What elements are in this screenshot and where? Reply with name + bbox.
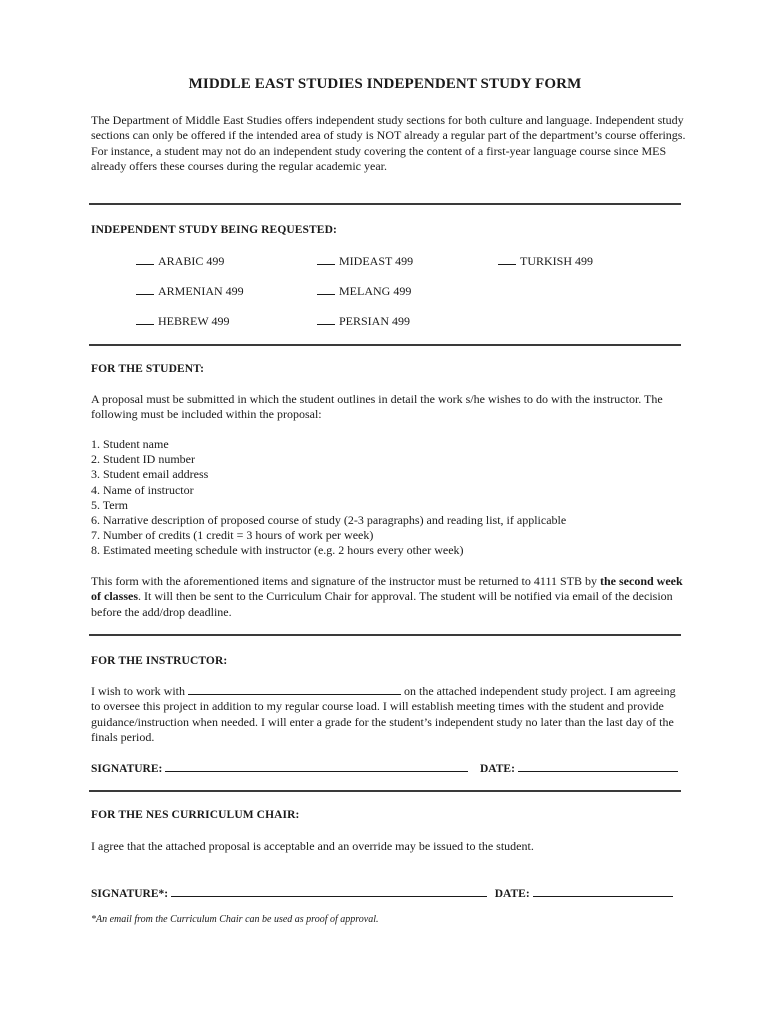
chair-date-field[interactable] — [533, 885, 673, 897]
intro-paragraph: The Department of Middle East Studies offers independent study sections for both culture and language. Independent study sections can only be offered if the intended area of study is NOT already a regular part of the department’s course offerings. For instance, a student may not do an independent study covering the content of a first-year language course since MES already offers these courses during the regular academic year. — [91, 113, 686, 174]
list-item: 5. Term — [91, 497, 128, 512]
option-armenian[interactable]: ARMENIAN 499 — [136, 283, 244, 299]
list-item: 2. Student ID number — [91, 452, 195, 467]
date-label: DATE: — [494, 888, 530, 900]
chair-signature-row — [91, 885, 673, 900]
list-item: 6. Narrative description of proposed course of study (2-3 paragraphs) and reading list, if applicable — [91, 513, 567, 528]
option-turkish[interactable]: TURKISH 499 — [498, 253, 593, 269]
approval-footnote: *An email from the Curriculum Chair can be used as proof of approval. — [91, 914, 379, 925]
list-item: 8. Estimated meeting schedule with instructor (e.g. 2 hours every other week) — [91, 543, 464, 558]
list-item: 3. Student email address — [91, 467, 209, 482]
list-item: 7. Number of credits (1 credit = 3 hours of work per week) — [91, 528, 374, 543]
option-melang[interactable]: MELANG 499 — [317, 283, 411, 299]
checkbox-blank[interactable] — [498, 253, 516, 265]
form-title: MIDDLE EAST STUDIES INDEPENDENT STUDY FORM — [188, 76, 582, 92]
section-divider — [89, 344, 681, 346]
checkbox-blank[interactable] — [317, 283, 335, 295]
student-intro: A proposal must be submitted in which the student outlines in detail the work s/he wishes to do with the instructor. The following must be included within the proposal: — [91, 392, 663, 422]
checkbox-blank[interactable] — [136, 253, 154, 265]
date-label: DATE: — [479, 763, 515, 775]
instructor-paragraph: I wish to work with on the attached independent study project. I am agreeing to oversee this project in addition to my regular course load. I will establish meeting times with the student and provide guidance/instruction when needed. I will enter a grade for the student’s independent study no later than the last day of the finals period. — [91, 684, 676, 745]
checkbox-blank[interactable] — [136, 313, 154, 325]
checkbox-blank[interactable] — [136, 283, 154, 295]
signature-label: SIGNATURE*: — [91, 888, 169, 900]
chair-signature-field[interactable] — [171, 885, 487, 897]
option-mideast[interactable]: MIDEAST 499 — [317, 253, 413, 269]
checkbox-blank[interactable] — [317, 253, 335, 265]
student-heading: FOR THE STUDENT: — [91, 363, 205, 375]
request-heading: INDEPENDENT STUDY BEING REQUESTED: — [91, 224, 337, 236]
chair-heading: FOR THE NES CURRICULUM CHAIR: — [91, 809, 300, 821]
signature-label: SIGNATURE: — [91, 763, 163, 775]
chair-paragraph: I agree that the attached proposal is acceptable and an override may be issued to the student. — [91, 839, 534, 853]
checkbox-blank[interactable] — [317, 313, 335, 325]
option-hebrew[interactable]: HEBREW 499 — [136, 313, 229, 329]
student-name-field[interactable] — [188, 683, 401, 695]
list-item: 4. Name of instructor — [91, 482, 194, 497]
student-closing-paragraph: This form with the aforementioned items and signature of the instructor must be returned to 4111 STB by the second week of classes. It will then be sent to the Curriculum Chair for approval. The student will be notified via email of the decision before the add/drop deadline. — [91, 574, 683, 619]
section-divider — [89, 634, 681, 636]
option-arabic[interactable]: ARABIC 499 — [136, 253, 224, 269]
proposal-requirements-list — [91, 437, 566, 559]
section-divider — [89, 203, 681, 205]
instructor-heading: FOR THE INSTRUCTOR: — [91, 655, 228, 667]
option-persian[interactable]: PERSIAN 499 — [317, 313, 410, 329]
list-item: 1. Student name — [91, 437, 169, 451]
section-divider — [89, 790, 681, 792]
instructor-signature-row — [91, 760, 678, 775]
instructor-signature-field[interactable] — [165, 760, 468, 772]
instructor-date-field[interactable] — [518, 760, 678, 772]
